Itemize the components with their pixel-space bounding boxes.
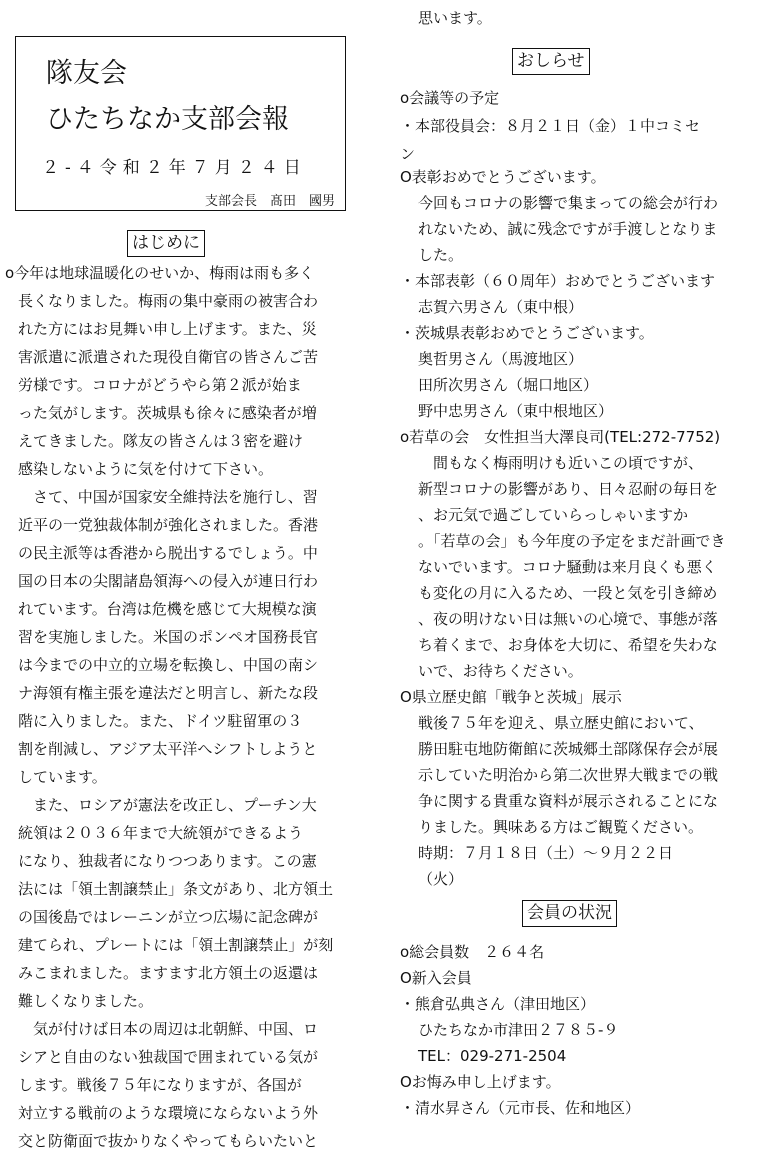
notice-line: O県立歴史館「戦争と茨城」展示: [400, 688, 622, 706]
intro-line: れた方にはお見舞い申し上げます。また、災: [18, 320, 317, 338]
intro-line: 感染しないように気を付けて下さい。: [18, 460, 274, 478]
members-heading: 会員の状況: [522, 900, 617, 927]
member-line: O新入会員: [400, 969, 472, 987]
intro-line: 近平の一党独裁体制が強化されました。香港: [18, 516, 319, 534]
member-line: ・熊倉弘典さん（津田地区）: [400, 995, 596, 1013]
intro-line: 長くなりました。梅雨の集中豪雨の被害合わ: [18, 292, 319, 310]
notices-heading: おしらせ: [512, 48, 590, 75]
notice-line: ・本部表彰（６０周年）おめでとうございます: [400, 272, 716, 290]
intro-line: 国の日本の尖閣諸島領海への侵入が連日行わ: [18, 572, 319, 590]
notice-line: ないでいます。コロナ騒動は来月良くも悪く: [418, 558, 717, 576]
notice-line: 野中忠男さん（東中根地区）: [418, 402, 614, 420]
intro-line: さて、中国が国家安全維持法を施行し、習: [33, 488, 318, 506]
notice-line: 、夜の明けない日は無いの心境で、事態が落: [418, 610, 718, 628]
notice-line: れないため、誠に残念ですが手渡しとなりま: [418, 220, 718, 238]
intro-line: 法には「領土割譲禁止」条文があり、北方領土: [18, 880, 334, 898]
notice-line: 今回もコロナの影響で集まっての総会が行わ: [418, 194, 719, 212]
notice-line: ・茨城県表彰おめでとうございます。: [400, 324, 654, 342]
notice-line: 争に関する貴重な資料が展示されることにな: [418, 792, 719, 810]
intro-line: の民主派等は香港から脱出するでしょう。中: [18, 544, 318, 562]
intro-line: 統領は２０３６年まで大統領ができるよう: [18, 824, 304, 842]
intro-line: o今年は地球温暖化のせいか、梅雨は雨も多く: [5, 264, 315, 282]
notice-line: （火）: [418, 870, 464, 888]
intro-line: 割を削減し、アジア太平洋へシフトしようと: [18, 740, 318, 758]
notice-line: 志賀六男さん（東中根）: [418, 298, 584, 316]
intro-line: 労様です。コロナがどうやら第２派が始ま: [18, 376, 302, 394]
issue-date: ２-４令和２年７月２４日: [42, 158, 307, 178]
notice-line: 勝田駐屯地防衛館に茨城郷土部隊保存会が展: [418, 740, 719, 758]
intro-line: になり、独裁者になりつつあります。この憲: [18, 852, 317, 870]
newsletter-subtitle: ひたちなか支部会報: [46, 104, 289, 135]
intro-line: 気が付けば日本の周辺は北朝鮮、中国、ロ: [33, 1020, 319, 1038]
notice-line: 。「若草の会」も今年度の予定をまだ計画でき: [418, 532, 726, 550]
notice-line: ン: [400, 145, 416, 163]
intro-line: 建てられ、プレートには「領土割譲禁止」が刻: [18, 936, 334, 954]
notice-line: 時期：７月１８日（土）～９月２２日: [418, 844, 674, 862]
member-line: ひたちなか市津田２７８５-９: [418, 1021, 619, 1039]
notice-line: 戦後７５年を迎え、県立歴史館において、: [418, 714, 704, 732]
intro-line: シアと自由のない独裁国で囲まれている気が: [18, 1048, 319, 1066]
intro-line: った気がします。茨城県も徐々に感染者が増: [18, 404, 317, 422]
intro-line: ナ海領有権主張を違法だと明言し、新たな段: [18, 684, 319, 702]
intro-line: みこまれました。ますます北方領土の返還は: [18, 964, 319, 982]
notice-line: 田所次男さん（堀口地区）: [418, 376, 599, 394]
notice-line: 新型コロナの影響があり、日々忍耐の毎日を: [418, 480, 719, 498]
intro-line: 交と防衛面で抜かりなくやってもらいたいと: [18, 1132, 319, 1150]
notice-line: o若草の会 女性担当大澤良司(TEL:272-7752): [400, 428, 721, 446]
notice-line: いで、お待ちください。: [418, 662, 583, 680]
issue-author: 支部会長 髙田 國男: [204, 194, 335, 209]
intro-heading: はじめに: [127, 230, 205, 257]
intro-line: れています。台湾は危機を感じて大規模な演: [18, 600, 317, 618]
intro-line: の国後島ではレーニンが立つ広場に記念碑が: [18, 908, 319, 926]
member-line: o総会員数 ２６４名: [400, 943, 545, 961]
notice-line: ち着くまで、お身体を大切に、希望を失わな: [418, 636, 718, 654]
intro-line: 習を実施しました。米国のポンペオ国務長官: [18, 628, 319, 646]
intro-line: また、ロシアが憲法を改正し、プーチン大: [33, 796, 317, 814]
notice-line: ・本部役員会：８月２１日（金）１中コミセ: [400, 117, 701, 135]
notice-line: 、お元気で過ごしていらっしゃいますか: [418, 506, 689, 524]
notice-line: o会議等の予定: [400, 89, 500, 107]
intro-line: は今までの中立的立場を転換し、中国の南シ: [18, 656, 319, 674]
notice-line: した。: [418, 246, 464, 264]
notice-line: も変化の月に入るため、一段と気を引き締め: [418, 584, 718, 602]
intro-line: 対立する戦前のような環境にならないよう外: [18, 1104, 319, 1122]
member-line: TEL：029-271-2504: [418, 1047, 567, 1065]
member-line: Oお悔み申し上げます。: [400, 1073, 561, 1091]
notice-line: 間もなく梅雨明けも近いこの頃ですが、: [433, 454, 704, 472]
member-line: ・清水昇さん（元市長、佐和地区）: [400, 1099, 641, 1117]
intro-line: 難しくなりました。: [18, 992, 154, 1010]
newsletter-title: 隊友会: [46, 58, 127, 89]
intro-line: 階に入りました。また、ドイツ駐留軍の３: [18, 712, 303, 730]
intro-continuation: 思います。: [418, 9, 492, 27]
intro-line: します。戦後７５年になりますが、各国が: [18, 1076, 302, 1094]
masthead-box: [15, 36, 346, 211]
intro-line: しています。: [18, 768, 107, 786]
notice-line: 示していた明治から第二次世界大戦までの戦: [418, 766, 719, 784]
notice-line: O表彰おめでとうございます。: [400, 168, 606, 186]
intro-line: えてきました。隊友の皆さんは３密を避け: [18, 432, 304, 450]
notice-line: りました。興味ある方はご観覧ください。: [418, 818, 704, 836]
intro-line: 害派遣に派遣された現役自衛官の皆さんご苦: [18, 348, 319, 366]
notice-line: 奥哲男さん（馬渡地区）: [418, 350, 584, 368]
